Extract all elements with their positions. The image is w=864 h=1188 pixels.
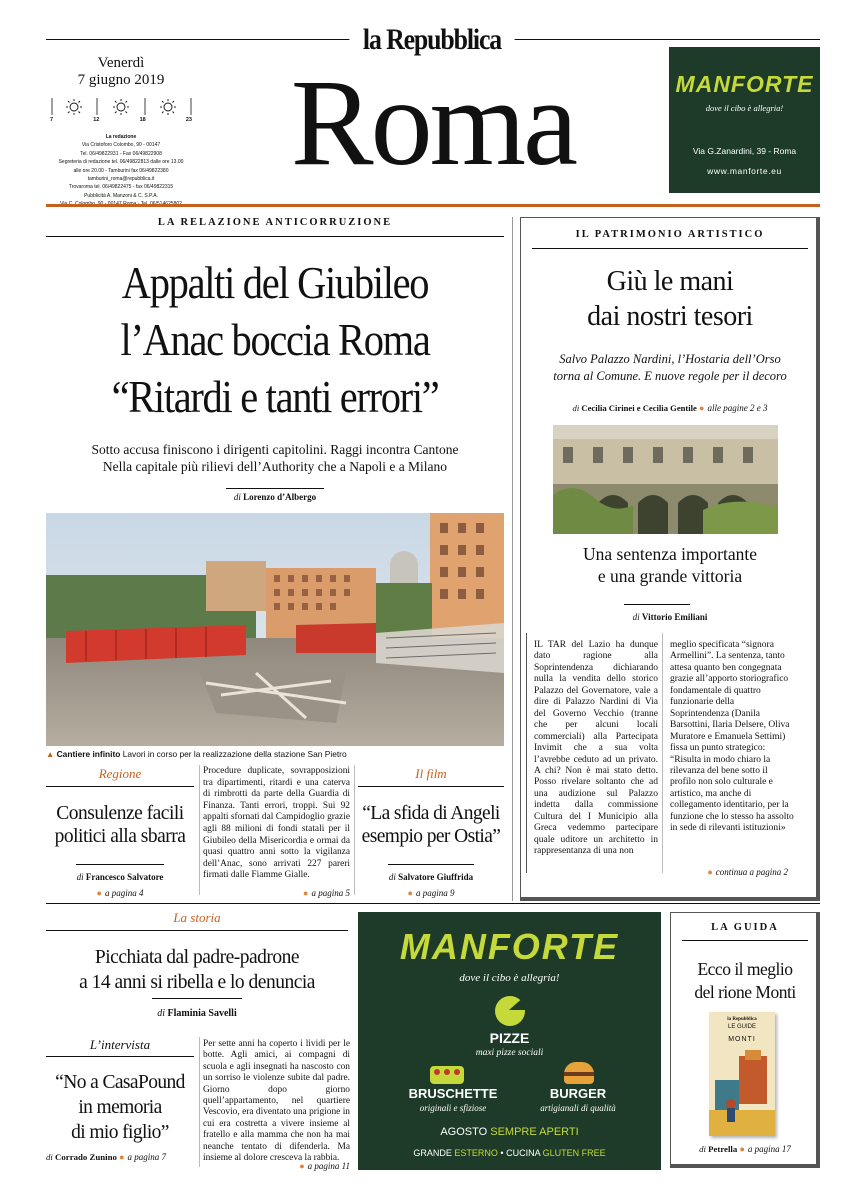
lead-sub-line: Nella capitale più rilievi dell’Authority che a Napoli e a Milano [102, 459, 448, 474]
section-storia: La storia [173, 910, 221, 925]
ad-tagline: dove il cibo è allegria! [459, 972, 560, 984]
ad-pizze: PIZZE [489, 1030, 530, 1046]
headline-line: “No a CasaPound [55, 1072, 185, 1093]
book-title: LE GUIDE [727, 1024, 756, 1030]
patrimonio-byline: di Cecilia Cirinei e Cecilia Gentile ● alle pagine 2 e 3 [520, 403, 820, 413]
guide-book-cover [709, 1012, 775, 1136]
middle-page-ref [203, 883, 350, 901]
byline-rule [152, 998, 242, 999]
author: Flaminia Savelli [167, 1008, 237, 1019]
sub-line: torna al Comune. E nuove regole per il decoro [553, 368, 787, 383]
byline-rule [388, 864, 474, 865]
book-illustration [709, 1050, 775, 1136]
ad-bruschette-sub: originali e sfiziose [419, 1103, 487, 1113]
redazione-line: Trovaroma tel. 06/49822475 - fax 06/49822315 [68, 184, 174, 191]
storia-headline[interactable] [40, 945, 354, 995]
ad-brand: MANFORTE [675, 71, 814, 97]
page-ref: ● a pagina 7 [119, 1152, 166, 1162]
column-divider [199, 765, 200, 895]
kicker-rule [682, 940, 808, 941]
triangle-icon: ▲ [46, 749, 55, 759]
page-ref: ● a pagina 11 [299, 1161, 350, 1171]
page-ref: ● a pagina 17 [739, 1144, 790, 1154]
date: 7 giugno 2019 [77, 72, 165, 88]
ad-address: Via G.Zanardini, 39 - Roma [692, 146, 797, 156]
regione-byline: di Francesco Salvatore [76, 872, 164, 882]
lead-kicker-rule [46, 236, 504, 237]
ad-pizze-sub: maxi pizze sociali [475, 1048, 544, 1058]
page-ref: ● a pagina 5 [303, 888, 350, 898]
headline-line: politici alla sbarra [54, 826, 186, 847]
section-film: Il film [415, 766, 447, 781]
ad-agosto: AGOSTO SEMPRE APERTI [440, 1126, 579, 1138]
section-rule [358, 786, 504, 787]
intervista-byline: di Corrado Zunino ● a pagina 7 [46, 1152, 196, 1162]
storia-page-ref [203, 1156, 350, 1174]
section-rule [46, 786, 194, 787]
storia-text: Per sette anni ha coperto i lividi per le botte. Agli amici, ai compagni di scuola e agli insegnati ha nascosto con un sorriso le violenze subite dal padre. Giorno dopo giorno quell’appartamento, nel quartiere Vescovio, era diventato una prigione in cui era costretta a vivere insieme al fratello e alla mamma che non ha mai neanche tentato di difenderla. Ma insieme al dolore cresceva la rabbia. [203, 1039, 350, 1164]
hour-label: 23 [185, 117, 192, 123]
hour-label: 12 [93, 117, 100, 123]
sub-line: Salvo Palazzo Nardini, l’Hostaria dell’Orso [559, 352, 781, 366]
byline-rule [624, 604, 690, 605]
patrimonio-headline[interactable] [520, 264, 820, 334]
headline-line: del rione Monti [694, 982, 796, 1002]
ad-footer: GRANDE ESTERNO • CUCINA GLUTEN FREE [413, 1148, 606, 1158]
page-ref: ● a pagina 9 [408, 888, 455, 898]
redazione-line: Segreteria di redazione tel. 06/49822813 dalle ore 13.00 [58, 159, 184, 166]
ad-burger-sub: artigianali di qualità [540, 1103, 616, 1113]
author: Petrella [708, 1144, 738, 1154]
headline-line: e una grande vittoria [597, 566, 743, 586]
book-name: MONTI [728, 1036, 756, 1043]
city-title: Roma [290, 54, 576, 191]
lead-photo [46, 513, 504, 746]
guida-headline[interactable] [668, 958, 822, 1004]
section-rule [46, 1056, 194, 1057]
day: Venerdì [97, 55, 145, 71]
column-divider [662, 633, 663, 873]
author: Lorenzo d’Albergo [243, 492, 317, 502]
lead-headline-line: l’Anac boccia Roma [120, 314, 430, 365]
weather-strip [50, 97, 192, 125]
headline-line: Ecco il meglio [697, 959, 793, 979]
film-byline: di Salvatore Giuffrida [388, 872, 474, 882]
column-divider [526, 633, 527, 873]
lead-sub [46, 441, 504, 475]
weather-hours [50, 117, 192, 123]
headline-line: esempio per Ostia” [361, 826, 501, 847]
construction-site-photo [46, 513, 504, 746]
ad-tagline: dove il cibo è allegria! [705, 103, 784, 113]
patrimonio-sub [520, 351, 820, 384]
byline-rule [76, 864, 164, 865]
redazione-title: La redazione [105, 134, 137, 140]
ad-burger: BURGER [549, 1086, 607, 1101]
top-ad[interactable] [669, 47, 820, 193]
ad-bruschette: BRUSCHETTE [408, 1086, 498, 1101]
pizza-icon [495, 996, 525, 1026]
headline-line: Consulenze facili [56, 803, 184, 824]
column-divider [199, 1037, 200, 1167]
lead-sub-line: Sotto accusa finiscono i dirigenti capitolini. Raggi incontra Cantone [91, 442, 459, 457]
patrimonio-col2: meglio specificata “signora Armellini”. La sentenza, tanto attesa quanto ben congegnata grazie all’apporto storiografico fondamentale di quattro funzionarie della Soprintendenza (Danila Barsottini, Ilaria Delsere, Oliva Muratore e Emanuela Settimi) fissa un punto strategico: “Risulta in modo chiaro la rilevanza del bene sotto il profilo non solo culturale e artistico, ma anche di collegamento identitario, per la funzione che lo stesso ha assolto in sede di rilevanti istituzioni» [670, 640, 794, 834]
author: Vittorio Emiliani [641, 612, 708, 622]
film-page-ref [358, 883, 504, 901]
book-brand: la Repubblica [727, 1017, 757, 1022]
redazione-box [46, 133, 196, 209]
patrimonio-col1: IL TAR del Lazio ha dunque dato ragione alla Soprintendenza dichiarando nulla la vendita dello storico Palazzo del Governatore, vale a dire di Palazzo Nardini di Via del Governo Vecchio (tranne che per alcuni locali commerciali) alla Partecipata Invimit che a sua volta l’avrebbe ceduto ad un privato. A chi? Non è mai stato detto. Posso rivelare soltanto che ad una audizione sul Palazzo indetta dalla commissione Cultura del I Municipio alla Greca vedemmo partecipare quale uditore un architetto in rappresentanza di una non [534, 640, 658, 857]
page-ref: ● continua a pagina 2 [707, 867, 788, 877]
courtyard-photo [553, 425, 778, 534]
caption-bold: Cantiere infinito [56, 749, 121, 759]
author: Salvatore Giuffrida [398, 872, 474, 882]
middle-text: Procedure duplicate, sovrapposizioni tra dipartimenti, ritardi e una caterva di rimbrotti da parte della Guardia di Finanza. Tanti errori, troppi. Sui 92 appalti sfornati dal Campidoglio grazie agli 88 milioni di fondi statali per il Giubileo della Misericordia e ormai da quasi quattro anni sotto la vigilanza dell’Anac, sono arrivati 227 pareri firmati dalle Fiamme Gialle. [203, 766, 350, 881]
column-divider-main [512, 217, 513, 901]
page-ref: ● alle pagine 2 e 3 [699, 403, 767, 413]
redazione-line: tamburini_roma@repubblica.it [87, 176, 155, 183]
guida-byline: di Petrella ● a pagina 17 [672, 1144, 818, 1154]
sun-icon [113, 99, 129, 115]
headline-line: Picchiata dal padre-padrone [94, 947, 300, 968]
burger-icon [564, 1062, 594, 1084]
palazzo-photo [553, 425, 778, 534]
ad-site: www.manforte.eu [707, 166, 782, 176]
page-ref: ● a pagina 4 [97, 888, 144, 898]
masthead-accent-rule [46, 204, 820, 207]
sun-icon [66, 99, 82, 115]
patrimonio-continue [660, 862, 788, 880]
patrimonio-kicker: IL PATRIMONIO ARTISTICO [575, 229, 765, 240]
lead-headline-line: Appalti del Giubileo [121, 257, 429, 308]
author: Corrado Zunino [55, 1152, 117, 1162]
lead-byline: di Lorenzo d’Albergo [233, 492, 317, 502]
lead-headline-line: “Ritardi e tanti errori” [111, 371, 439, 422]
bottom-rule [46, 903, 820, 904]
regione-page-ref [46, 883, 194, 901]
redazione-line: alle ore 20.00 - Tamburini fax 06/49822380 [73, 167, 169, 174]
kicker-rule [532, 248, 808, 249]
author: Francesco Salvatore [85, 872, 164, 882]
film-headline[interactable] [352, 802, 510, 848]
guida-kicker: LA GUIDA [711, 922, 779, 933]
sun-icon [160, 99, 176, 115]
hour-label: 7 [50, 117, 54, 123]
redazione-line: Tel. 06/49822931 - Fax 06/49822908 [80, 150, 162, 157]
paper-name: la Repubblica [349, 22, 514, 58]
section-intervista: L’intervista [89, 1037, 151, 1052]
storia-byline: di Flaminia Savelli [157, 1008, 237, 1019]
photo-caption [46, 748, 504, 760]
redazione-line: Via Cristoforo Colombo, 90 - 00147 [81, 142, 161, 149]
headline-line: a 14 anni si ribella e lo denuncia [79, 972, 315, 993]
redazione-line: Pubblicità A. Manzoni & C. S.P.A. [84, 192, 158, 199]
big-ad[interactable] [358, 912, 661, 1170]
headline-line: “La sfida di Angeli [362, 803, 500, 824]
authors: Cecilia Cirinei e Cecilia Gentile [581, 403, 697, 413]
headline-line: dai nostri tesori [587, 301, 753, 332]
section-regione: Regione [98, 766, 142, 781]
headline-line: di mio figlio” [71, 1122, 169, 1143]
headline-line: Giù le mani [606, 266, 734, 297]
bruschetta-icon [430, 1066, 464, 1084]
section-rule [46, 930, 348, 931]
hour-label: 18 [139, 117, 146, 123]
headline-line: in memoria [78, 1097, 162, 1118]
headline-line: Una sentenza importante [583, 544, 757, 564]
ad-brand: MANFORTE [399, 926, 620, 967]
lead-headline [46, 254, 504, 425]
sub-headline[interactable] [520, 543, 820, 587]
byline-rule [226, 488, 324, 489]
regione-headline[interactable] [40, 802, 200, 848]
caption-text: Lavori in corso per la realizzazione della stazione San Pietro [122, 749, 347, 759]
intervista-headline[interactable] [40, 1070, 200, 1145]
date-block [46, 55, 196, 89]
sub-byline: di Vittorio Emiliani [632, 612, 708, 622]
lead-kicker: LA RELAZIONE ANTICORRUZIONE [157, 217, 393, 228]
